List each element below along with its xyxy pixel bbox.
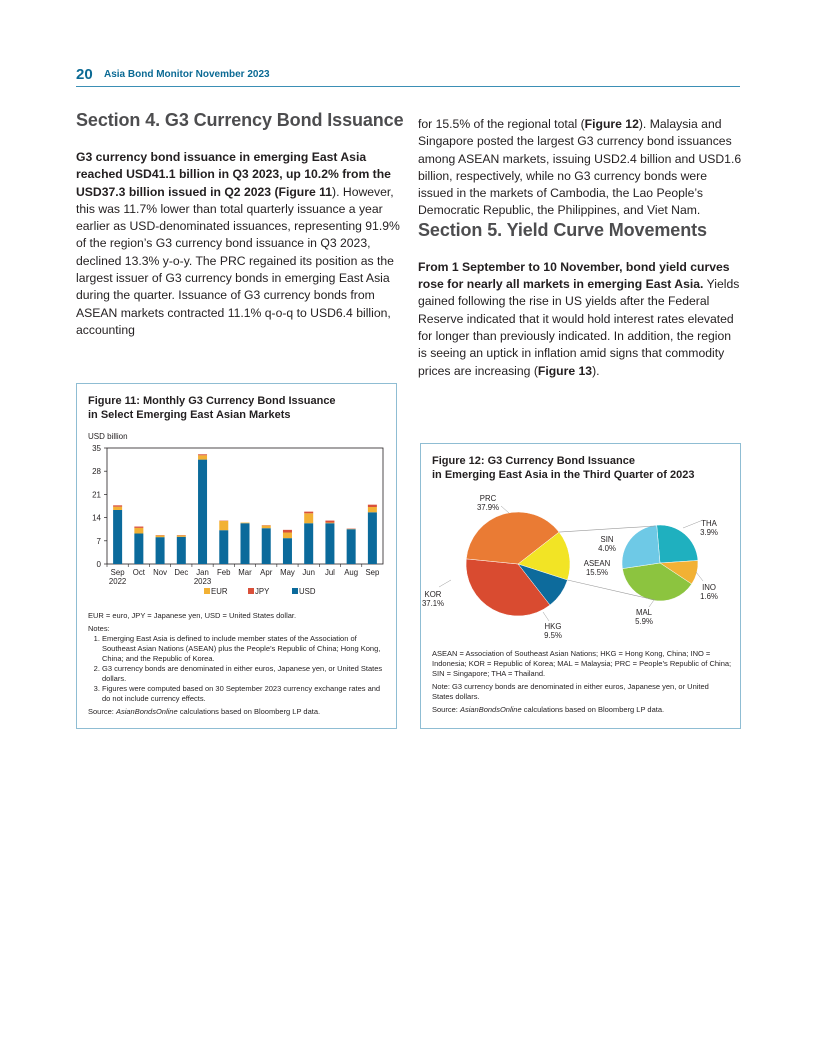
bar-segment-usd — [347, 529, 356, 564]
bar-segment-jpy — [304, 512, 313, 514]
figure12-source: Source: AsianBondsOnline calculations based on Bloomberg LP data. — [432, 705, 665, 714]
section5-title: Section 5. Yield Curve Movements — [418, 219, 707, 240]
bar-segment-eur — [368, 507, 377, 512]
bar-segment-eur — [325, 523, 334, 524]
svg-text:4.0%: 4.0% — [598, 544, 616, 553]
y-tick-label: 7 — [96, 536, 101, 546]
section5-body: Yields gained following the rise in US yields after the Federal Reserve indicated that it would hold interest rates elevated for longer than previously indicated. In addition, the region is seeing an uptick in inflation amid signs that commodity prices are increasing ( — [418, 277, 740, 378]
x-tick-label: Apr — [260, 568, 273, 577]
figure11-note: 3. Figures were computed based on 30 September 2023 currency exchange rates and do not include currency effects. — [102, 684, 388, 704]
figure12-ref: Figure 12 — [584, 117, 639, 131]
x-tick-label: Aug — [344, 568, 359, 577]
figure11-notes — [88, 611, 388, 720]
bar-segment-usd — [113, 510, 122, 564]
bar-segment-eur — [304, 513, 313, 523]
bar-segment-jpy — [198, 454, 207, 455]
bar-segment-eur — [241, 523, 250, 524]
figure11-abbrev: EUR = euro, JPY = Japanese yen, USD = United States dollar. — [88, 611, 297, 620]
svg-text:37.1%: 37.1% — [421, 599, 445, 608]
figure11-note: 1. Emerging East Asia is defined to include member states of the Association of Southeast Asian Nations (ASEAN) plus the People’s Republic of China; Hong Kong, China; and the Republic of Korea. — [102, 634, 388, 664]
legend-label: JPY — [255, 587, 270, 596]
section4-title: Section 4. G3 Currency Bond Issuance — [76, 110, 404, 130]
figure11-note: 2. G3 currency bonds are denominated in either euros, Japanese yen, or United States dollars. — [102, 664, 388, 684]
legend-label: EUR — [211, 587, 228, 596]
y-tick-label: 14 — [92, 513, 101, 523]
figure13-ref: Figure 13 — [537, 363, 593, 378]
svg-text:HKG: HKG — [544, 622, 562, 631]
bar-segment-eur — [198, 455, 207, 459]
x-tick-label: Jun — [302, 568, 315, 577]
x-tick-label: Dec — [174, 568, 189, 577]
bar-segment-eur — [283, 533, 292, 539]
svg-text:15.5%: 15.5% — [585, 568, 609, 577]
x-tick-label: May — [280, 568, 295, 577]
legend-swatch-eur — [204, 588, 210, 594]
svg-text:ASEAN: ASEAN — [583, 559, 611, 568]
pie-label-tha — [683, 519, 718, 537]
legend-swatch-jpy — [248, 588, 254, 594]
running-title: Asia Bond Monitor November 2023 — [104, 69, 270, 80]
bar-segment-usd — [325, 523, 334, 564]
figure11-notes-list — [88, 634, 388, 704]
y-axis-label: USD billion — [88, 432, 128, 441]
figure11-title: Figure 11: Monthly G3 Currency Bond Issuance in Select Emerging East Asian Markets — [88, 395, 336, 421]
bar-segment-usd — [304, 523, 313, 564]
figure11-bar-chart — [77, 426, 396, 641]
legend-label: USD — [299, 587, 316, 596]
x-tick-label: Jan — [196, 568, 209, 577]
svg-text:KOR: KOR — [424, 590, 442, 599]
svg-text:MAL: MAL — [635, 608, 653, 617]
left-column — [76, 110, 406, 339]
bar-segment-usd — [368, 512, 377, 564]
x-tick-label: Sep — [365, 568, 380, 577]
pie-label-asean — [584, 559, 610, 577]
pie-label-sin — [598, 535, 616, 553]
section4-paragraph: G3 currency bond issuance in emerging East Asia reached USD41.1 billion in Q3 2023, up 10.2% from the USD37.3 billion issued in Q2 2023 (Figure 11). However, this was 11.7% lower than total quarterly issuance a year earlier as USD-denominated issuances, representing 91.9% of the region’s G3 currency bond issuance in Q3 2023, declined 13.3% y-o-y. The PRC regained its position as the largest issuer of G3 currency bonds in emerging East Asia during the quarter. Issuance of G3 currency bonds from ASEAN markets contracted 11.1% q-o-q to USD6.4 billion, accounting — [76, 150, 400, 337]
section4-lead: G3 currency bond issuance in emerging East Asia reached USD41.1 billion in Q3 2023, up 10.2% from the USD37.3 billion issued in Q2 2023 ( — [76, 150, 391, 199]
bar-segment-jpy — [368, 505, 377, 507]
bar-segment-usd — [219, 530, 228, 564]
x-tick-label: Mar — [238, 568, 252, 577]
figure11-box — [76, 383, 397, 729]
bar-segment-jpy — [134, 527, 143, 528]
pie-label-mal — [635, 600, 654, 626]
pie-label-ino — [696, 572, 718, 601]
page-header — [76, 66, 740, 87]
figure12-notes — [432, 649, 732, 718]
section4-continued: for 15.5% of the regional total (Figure 12). Malaysia and Singapore posted the largest G3 currency bond issuances among ASEAN markets, issuing USD2.4 billion and USD1.6 billion, respectively, while no G3 currency bonds were issued in the markets of Cambodia, the Lao People’s Democratic Republic, the Philippines, and Viet Nam. — [418, 117, 742, 218]
figure12-pie-chart — [421, 484, 740, 644]
x-tick-label: Nov — [153, 568, 168, 577]
page-number: 20 — [76, 66, 93, 83]
figure11-ref: Figure 11 — [278, 184, 333, 199]
bar-segment-eur — [177, 535, 186, 536]
pie-label-kor — [422, 580, 451, 608]
figure12-abbrev: ASEAN = Association of Southeast Asian Nations; HKG = Hong Kong, China; INO = Indonesia; KOR = Republic of Korea; MAL = Malaysia; PRC = People’s Republic of China; SIN = Singapore; THA = Thailand. — [432, 649, 732, 678]
x-tick-year: 2023 — [193, 577, 212, 586]
bar-segment-eur — [219, 521, 228, 530]
svg-text:3.9%: 3.9% — [700, 528, 718, 537]
bar-segment-usd — [283, 538, 292, 564]
y-tick-label: 28 — [92, 467, 101, 477]
legend-swatch-usd — [292, 588, 298, 594]
x-tick-label: Feb — [217, 568, 231, 577]
svg-text:THA: THA — [701, 519, 717, 528]
figure12-note: Note: G3 currency bonds are denominated in either euros, Japanese yen, or United States dollars. — [432, 682, 709, 701]
bar-segment-usd — [177, 537, 186, 564]
x-tick-label: Oct — [132, 568, 145, 577]
bar-segment-eur — [113, 507, 122, 510]
y-tick-label: 35 — [92, 444, 101, 453]
figure12-box — [420, 443, 741, 729]
svg-text:SIN: SIN — [600, 535, 614, 544]
figure11-source: Source: AsianBondsOnline calculations based on Bloomberg LP data. — [88, 707, 321, 716]
figure12-title: Figure 12: G3 Currency Bond Issuance in Emerging East Asia in the Third Quarter of 2023 — [432, 455, 695, 481]
svg-text:9.5%: 9.5% — [544, 631, 562, 640]
y-tick-label: 0 — [96, 560, 101, 569]
bar-segment-jpy — [113, 505, 122, 506]
right-column — [418, 116, 742, 380]
figure11-notes-label: Notes: — [88, 624, 110, 633]
section4-body: However, this was 11.7% lower than total quarterly issuance a year earlier as USD-denominated issuances, representing 91.9% of the region’s G3 currency bond issuance in Q3 2023, declined 13.3% y-o-y. The PRC regained its position as the largest issuer of G3 currency bonds in emerging East Asia during the quarter. Issuance of G3 currency bonds from ASEAN markets contracted 11.1% q-o-q to USD6.4 billion, accounting — [76, 184, 400, 337]
bar-segment-usd — [198, 460, 207, 564]
svg-text:PRC: PRC — [479, 494, 497, 503]
x-tick-year: 2022 — [108, 577, 127, 586]
chart-legend — [204, 587, 316, 596]
bar-segment-usd — [156, 537, 165, 564]
pie-label-prc — [477, 494, 509, 513]
bar-segment-eur — [262, 526, 271, 529]
bar-segment-eur — [134, 528, 143, 534]
bar-segment-eur — [156, 535, 165, 537]
pie-slice-tha — [657, 525, 698, 563]
bar-segment-jpy — [325, 521, 334, 523]
bar-segment-usd — [134, 534, 143, 564]
x-tick-label: Jul — [324, 568, 335, 577]
svg-text:37.9%: 37.9% — [476, 503, 500, 512]
section5-lead: From 1 September to 10 November, bond yield curves rose for nearly all markets in emerging East Asia. — [418, 259, 730, 292]
svg-text:1.6%: 1.6% — [700, 592, 718, 601]
bar-segment-usd — [241, 523, 250, 564]
bar-segment-usd — [262, 528, 271, 564]
y-tick-label: 21 — [92, 490, 101, 500]
svg-text:INO: INO — [702, 583, 716, 592]
pie-label-hkg — [543, 612, 562, 640]
section5-paragraph: From 1 September to 10 November, bond yield curves rose for nearly all markets in emerging East Asia. Yields gained following the rise in US yields after the Federal Reserve indicated that it would hold interest rates elevated for longer than previously indicated. In addition, the region is seeing an uptick in inflation amid signs that commodity prices are increasing (Figure 13). — [418, 259, 740, 378]
bar-segment-jpy — [283, 530, 292, 533]
x-tick-label: Sep — [110, 568, 125, 577]
pie-slice-sin — [622, 525, 660, 568]
svg-text:5.9%: 5.9% — [635, 617, 653, 626]
